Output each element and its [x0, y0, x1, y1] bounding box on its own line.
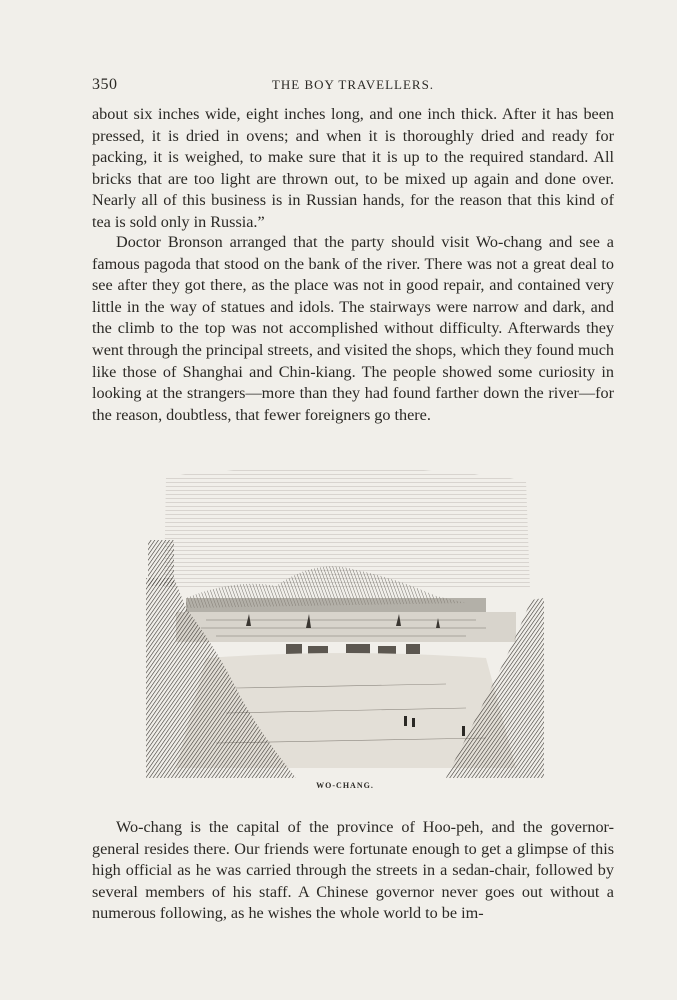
left-tower [148, 540, 174, 586]
figure-caption: WO-CHANG. [316, 781, 374, 790]
paragraph-1-text: about six inches wide, eight inches long, and one inch thick. After it has been pressed, it is dried in ovens; and when it is thoroughly dried and ready for packing, it is weighed, to make sure that it is up to the required standard. All bricks that are too light are thrown out, to be mixed up again and done over. Nearly all of this business is in Russian hands, for the reason that this kind of tea is sold only in Russia.” [92, 105, 614, 231]
paragraph-3 [92, 817, 614, 925]
near-buildings [286, 644, 420, 654]
wo-chang-illustration [146, 458, 544, 778]
river [176, 612, 516, 642]
page-number: 350 [92, 76, 118, 93]
paragraph-2-text: Doctor Bronson arranged that the party should visit Wo-chang and see a famous pagoda that stood on the bank of the river. There was not a great deal to see after they got there, as the place was not in good repair, and contained very little in the way of statues and idols. The stairways were narrow and dark, and the climb to the top was not accomplished without difficulty. Afterwards they went through the principal streets, and visited the shops, which they found much like those of Shanghai and Chin-kiang. The people showed some curiosity in looking at the strangers—more than they had found farther down the river—for the reason, doubtless, that fewer foreigners go there. [92, 233, 614, 424]
paragraph-1 [92, 104, 614, 234]
engraving-svg [146, 458, 544, 778]
far-town [186, 598, 486, 612]
paragraph-2 [92, 232, 614, 426]
running-title: THE BOY TRAVELLERS. [271, 77, 435, 92]
page-header [92, 76, 614, 94]
paragraph-3-text: Wo-chang is the capital of the province of Hoo-peh, and the governor-general resides there. Our friends were fortunate enough to get a glimpse of this high official as he was carried through the streets in a sedan-chair, followed by several members of his staff. A Chinese governor never goes out without a numerous following, as he wishes the whole world to be im- [92, 818, 614, 923]
